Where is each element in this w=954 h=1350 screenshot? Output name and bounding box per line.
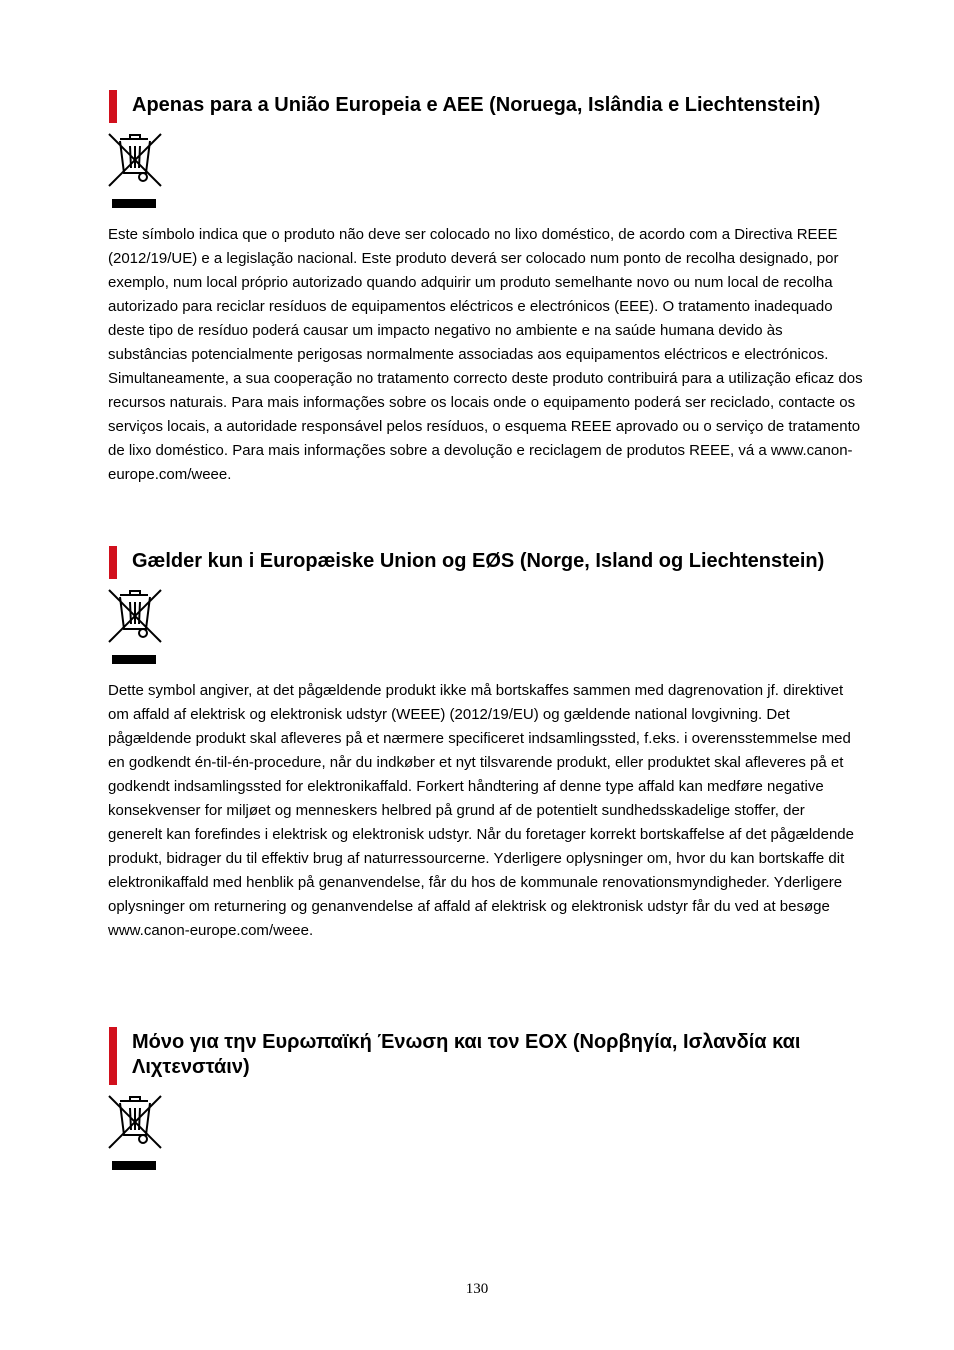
- weee-crossed-bin-icon: [108, 589, 162, 665]
- section-heading: Apenas para a União Europeia e AEE (Noruega, Islândia e Liechtenstein): [132, 94, 821, 116]
- weee-crossed-bin-icon: [108, 1095, 162, 1171]
- page-number: 130: [465, 1281, 489, 1297]
- accent-bar: [109, 1027, 117, 1085]
- section-portuguese: [108, 90, 863, 487]
- section-danish: [108, 546, 863, 943]
- section-greek: [108, 1027, 863, 1171]
- section-heading-wrap: [108, 546, 863, 579]
- weee-crossed-bin-icon: [108, 133, 162, 209]
- accent-bar: [109, 546, 117, 579]
- section-heading-wrap: [108, 1027, 863, 1085]
- section-body: Dette symbol angiver, at det pågældende produkt ikke må bortskaffes sammen med dagrenovation jf. direktivet om affald af elektrisk og elektronisk udstyr (WEEE) (2012/19/EU) og gældende national lovgivning. Det pågældende produkt skal afleveres på et nærmere specificeret indsamlingssted, f.eks. i overensstemmelse med en godkendt én-til-én-procedure, når du indkøber et nyt tilsvarende produkt, eller produktet skal afleveres på et godkendt indsamlingssted for elektronikaffald. Forkert håndtering af denne type affald kan medføre negative konsekvenser for miljøet og menneskers helbred på grund af de potentielt sundhedsskadelige stoffer, der generelt kan forefindes i elektrisk og elektronisk udstyr. Når du foretager korrekt bortskaffelse af det pågældende produkt, bidrager du til effektiv brug af naturressourcerne. Yderligere oplysninger om, hvor du kan bortskaffe dit elektronikaffald med henblik på genanvendelse, får du hos de kommunale renovationsmyndigheder. Yderligere oplysninger om returnering og genanvendelse af affald af elektrisk og elektronisk udstyr får du ved at besøge www.canon-europe.com/weee.: [108, 682, 854, 939]
- accent-bar: [109, 90, 117, 123]
- section-heading: Μόνο για την Ευρωπαϊκή Ένωση και τον ΕΟΧ (Νορβηγία, Ισλανδία και Λιχτενστάιν): [132, 1031, 801, 1078]
- section-heading-wrap: [108, 90, 863, 123]
- section-heading: Gælder kun i Europæiske Union og EØS (Norge, Island og Liechtenstein): [132, 550, 825, 572]
- section-body: Este símbolo indica que o produto não deve ser colocado no lixo doméstico, de acordo com a Directiva REEE (2012/19/UE) e a legislação nacional. Este produto deverá ser colocado num ponto de recolha designado, por exemplo, num local próprio autorizado quando adquirir um produto semelhante novo ou num local de recolha autorizado para reciclar resíduos de equipamentos eléctricos e electrónicos (EEE). O tratamento inadequado deste tipo de resíduo poderá causar um impacto negativo no ambiente e na saúde humana devido às substâncias potencialmente perigosas normalmente associadas aos equipamentos eléctricos e electrónicos. Simultaneamente, a sua cooperação no tratamento correcto deste produto contribuirá para a utilização eficaz dos recursos naturais. Para mais informações sobre os locais onde o equipamento poderá ser reciclado, contacte os serviços locais, a autoridade responsável pelos resíduos, o esquema REEE aprovado ou o serviço de tratamento de lixo doméstico. Para mais informações sobre a devolução e reciclagem de produtos REEE, vá a www.canon-europe.com/weee.: [108, 226, 863, 483]
